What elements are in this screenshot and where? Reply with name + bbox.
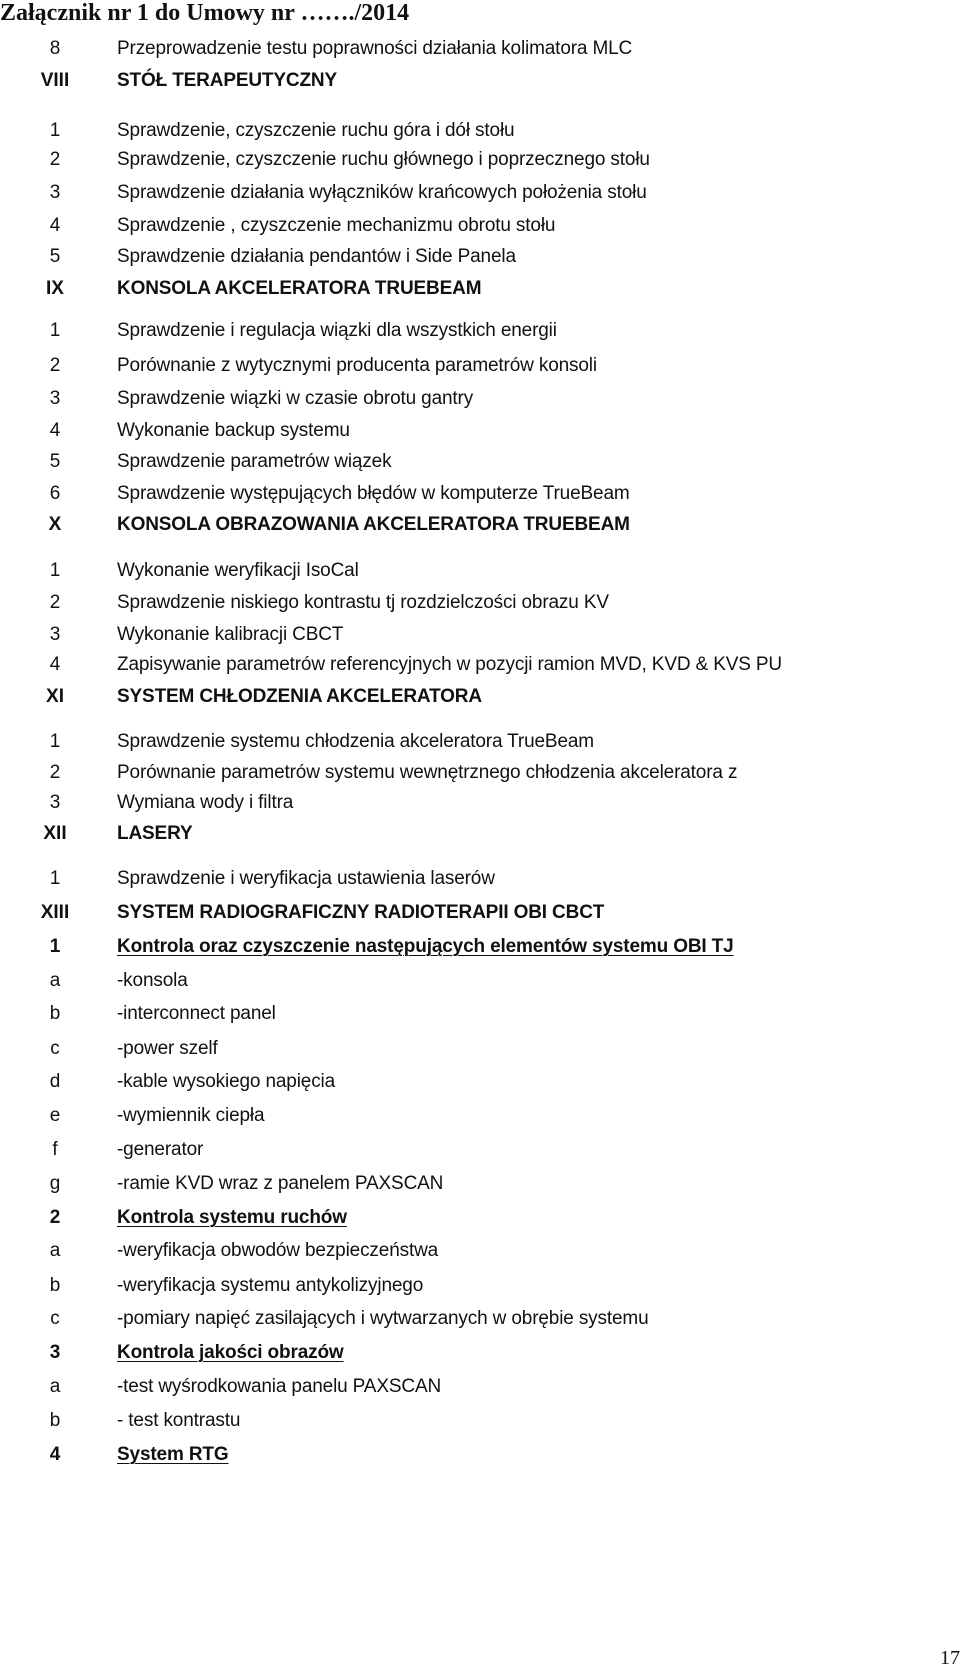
item-number: XIII [40,902,70,923]
list-item [0,1001,960,1027]
item-text: -kable wysokiego napięcia [117,1071,336,1092]
section-heading [0,276,960,302]
list-item [0,590,960,616]
list-item [0,180,960,206]
item-number: 6 [49,483,61,504]
item-text: Sprawdzenie i weryfikacja ustawienia laserów [117,868,495,889]
item-number: g [49,1173,61,1194]
item-number: a [49,1240,61,1261]
list-item [0,147,960,173]
item-number: c [50,1038,60,1059]
list-item [0,866,960,892]
item-text: -weryfikacja systemu antykolizyjnego [117,1275,424,1296]
item-text: Porównanie parametrów systemu wewnętrznego chłodzenia akceleratora z [117,762,738,783]
item-text: KONSOLA OBRAZOWANIA AKCELERATORA TRUEBEAM [117,514,630,535]
item-text: - test kontrastu [117,1410,241,1431]
item-text: LASERY [117,823,193,844]
page-number: 17 [940,1647,960,1669]
list-item [0,1069,960,1095]
subsection-heading [0,1205,960,1231]
list-item [0,353,960,379]
section-heading [0,821,960,847]
list-item [0,1238,960,1264]
item-text: Wykonanie kalibracji CBCT [117,624,344,645]
item-text: -wymiennik ciepła [117,1105,265,1126]
subsection-heading [0,1340,960,1366]
item-text: Sprawdzenie , czyszczenie mechanizmu obrotu stołu [117,215,556,236]
item-number: XI [46,686,64,707]
item-text: Sprawdzenie wiązki w czasie obrotu gantry [117,388,474,409]
list-item [0,1137,960,1163]
item-number: c [50,1308,60,1329]
list-item [0,790,960,816]
item-text: Wykonanie weryfikacji IsoCal [117,560,359,581]
list-item [0,213,960,239]
item-text: Sprawdzenie i regulacja wiązki dla wszystkich energii [117,320,557,341]
list-item [0,386,960,412]
item-number: 4 [49,654,61,675]
item-text: -weryfikacja obwodów bezpieczeństwa [117,1240,439,1261]
page-title: Załącznik nr 1 do Umowy nr ……./2014 [0,0,410,26]
list-item [0,118,960,144]
item-number: 3 [49,1342,61,1363]
item-text: -konsola [117,970,188,991]
item-number: 1 [49,868,61,889]
item-number: 8 [49,38,61,59]
item-number: 1 [49,120,61,141]
item-number: 5 [49,246,61,267]
item-text: Porównanie z wytycznymi producenta parametrów konsoli [117,355,597,376]
item-number: 3 [49,388,61,409]
item-number: 1 [49,560,61,581]
item-text: Kontrola oraz czyszczenie następujących elementów systemu OBI TJ [117,936,734,957]
item-number: IX [46,278,64,299]
item-text: Sprawdzenie, czyszczenie ruchu góra i dół stołu [117,120,515,141]
item-number: 2 [49,355,61,376]
item-text: Zapisywanie parametrów referencyjnych w pozycji ramion MVD, KVD & KVS PU [117,654,782,675]
section-heading [0,512,960,538]
item-text: -ramie KVD wraz z panelem PAXSCAN [117,1173,444,1194]
item-text: -pomiary napięć zasilających i wytwarzanych w obrębie systemu [117,1308,649,1329]
item-text: Wymiana wody i filtra [117,792,294,813]
subsection-heading [0,1442,960,1468]
item-text: Sprawdzenie działania pendantów i Side Panela [117,246,516,267]
item-number: f [52,1139,58,1160]
item-text: -power szelf [117,1038,218,1059]
item-text: Sprawdzenie działania wyłączników krańcowych położenia stołu [117,182,647,203]
item-number: 1 [49,320,61,341]
item-text: SYSTEM CHŁODZENIA AKCELERATORA [117,686,482,707]
item-number: a [49,1376,61,1397]
item-number: b [49,1003,61,1024]
list-item [0,1273,960,1299]
list-item [0,449,960,475]
item-number: VIII [40,70,70,91]
list-item [0,1374,960,1400]
item-text: System RTG [117,1444,229,1465]
item-number: 4 [49,420,61,441]
item-number: 2 [49,149,61,170]
item-text: STÓŁ TERAPEUTYCZNY [117,70,338,91]
item-number: 4 [49,1444,61,1465]
list-item [0,622,960,648]
item-number: b [49,1410,61,1431]
item-text: Kontrola systemu ruchów [117,1207,347,1228]
item-text: -generator [117,1139,204,1160]
list-item [0,318,960,344]
item-number: 2 [49,1207,61,1228]
item-text: Kontrola jakości obrazów [117,1342,344,1363]
item-text: Sprawdzenie parametrów wiązek [117,451,392,472]
item-number: 1 [49,731,61,752]
list-item [0,244,960,270]
item-text: -interconnect panel [117,1003,276,1024]
list-item [0,1171,960,1197]
list-item [0,652,960,678]
section-heading [0,900,960,926]
item-text: Sprawdzenie niskiego kontrastu tj rozdzielczości obrazu KV [117,592,609,613]
item-number: 1 [49,936,61,957]
item-text: KONSOLA AKCELERATORA TRUEBEAM [117,278,482,299]
item-number: 2 [49,762,61,783]
item-number: 3 [49,182,61,203]
item-text: Wykonanie backup systemu [117,420,350,441]
list-item [0,1408,960,1434]
section-heading [0,684,960,710]
item-text: -test wyśrodkowania panelu PAXSCAN [117,1376,442,1397]
item-number: 2 [49,592,61,613]
item-number: X [48,514,62,535]
list-item [0,418,960,444]
list-item [0,729,960,755]
item-text: Przeprowadzenie testu poprawności działania kolimatora MLC [117,38,633,59]
list-item [0,1036,960,1062]
item-number: b [49,1275,61,1296]
item-number: XII [43,823,67,844]
item-number: 5 [49,451,61,472]
item-number: 3 [49,792,61,813]
list-item [0,1103,960,1129]
item-number: e [49,1105,61,1126]
item-text: Sprawdzenie systemu chłodzenia akceleratora TrueBeam [117,731,594,752]
section-heading [0,68,960,94]
item-text: Sprawdzenie występujących błędów w komputerze TrueBeam [117,483,630,504]
list-item [0,968,960,994]
item-number: 3 [49,624,61,645]
subsection-heading [0,934,960,960]
list-item [0,558,960,584]
list-item [0,36,960,62]
item-number: a [49,970,61,991]
item-number: d [49,1071,61,1092]
list-item [0,481,960,507]
item-text: Sprawdzenie, czyszczenie ruchu głównego i poprzecznego stołu [117,149,650,170]
item-number: 4 [49,215,61,236]
item-text: SYSTEM RADIOGRAFICZNY RADIOTERAPII OBI CBCT [117,902,605,923]
list-item [0,760,960,786]
list-item [0,1306,960,1332]
